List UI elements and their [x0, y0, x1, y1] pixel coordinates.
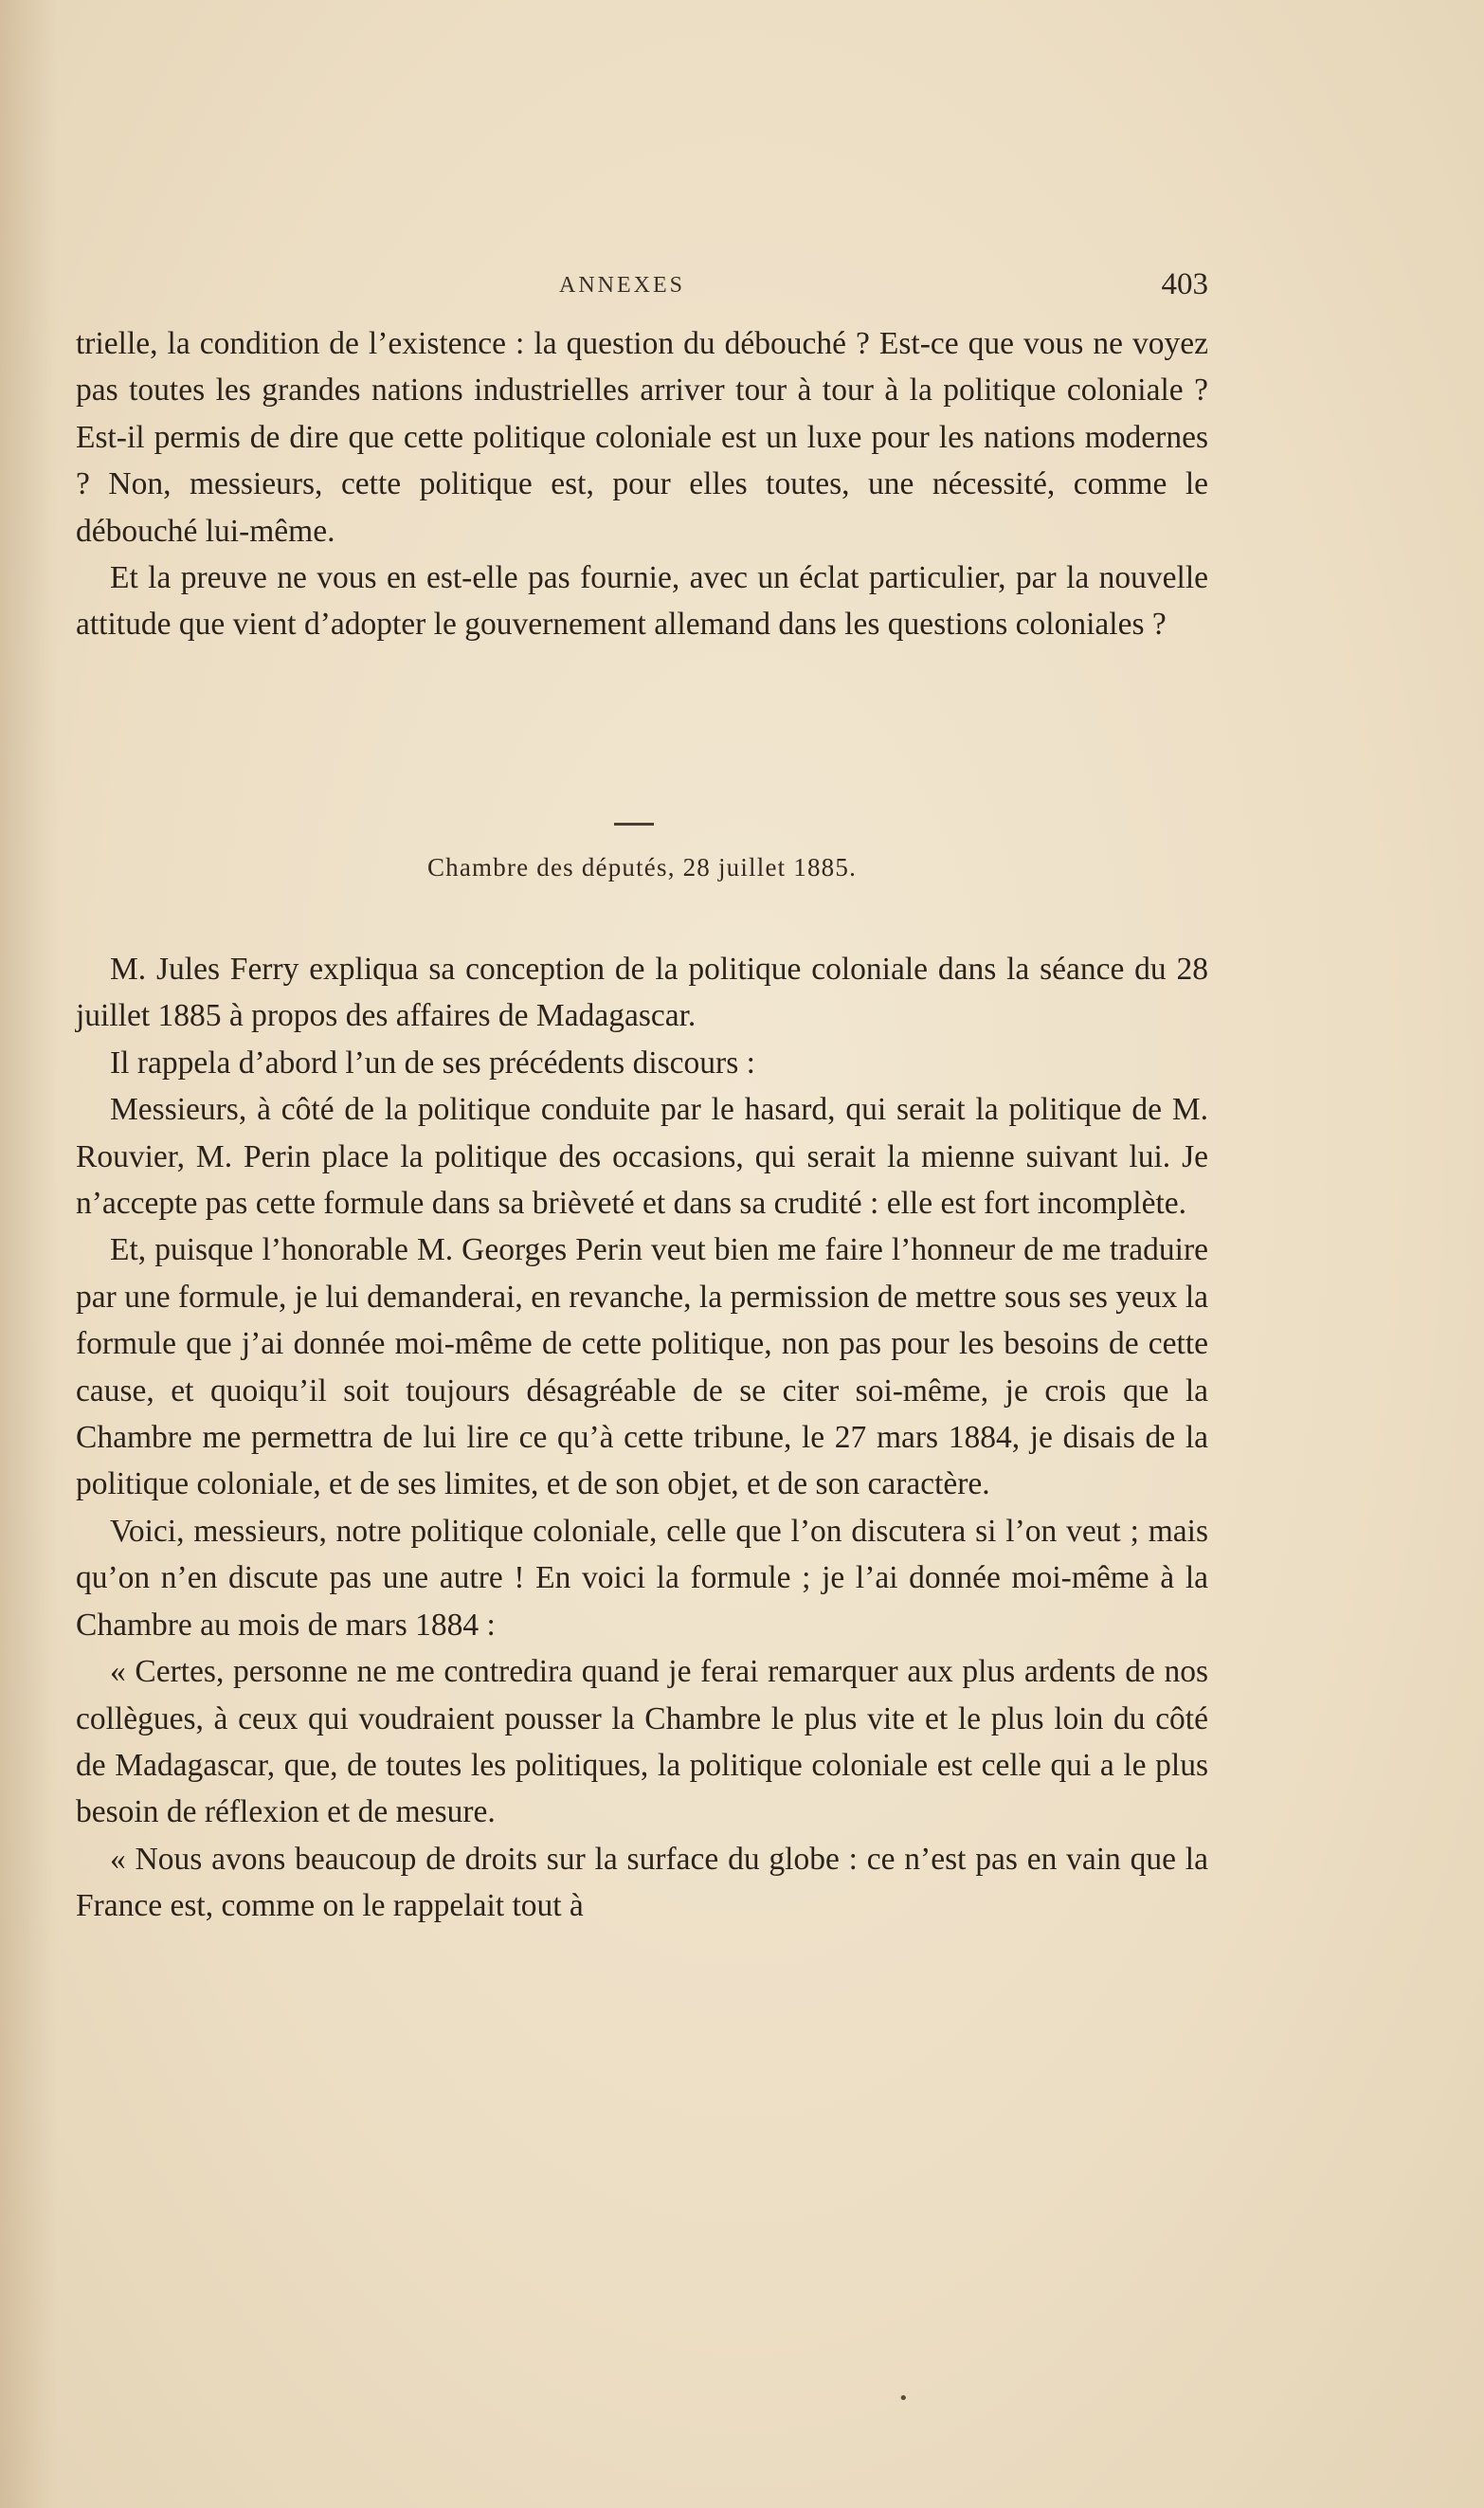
paragraph: Messieurs, à côté de la politique conduite par le hasard, qui serait la politique de M. Rouvier, M. Perin place la politique des occasions, qui serait la mienne suivant lui. Je n’accepte pas cette formule dans sa brièveté et dans sa crudité : elle est fort incomplète.: [76, 1092, 1208, 1222]
section-title: Chambre des députés, 28 juillet 1885.: [426, 853, 858, 881]
section-separator: [614, 823, 654, 826]
running-head: ANNEXES: [559, 273, 685, 298]
paragraph: « Certes, personne ne me contredira quand je ferai remarquer aux plus ardents de nos collègues, à ceux qui voudraient pousser la Chambre le plus vite et le plus loin du côté de Madagascar, que, de toutes les politiques, la politique coloniale est celle qui a le plus besoin de réflexion et de mesure.: [76, 1654, 1208, 1830]
paragraph: Et, puisque l’honorable M. Georges Perin veut bien me faire l’honneur de me traduire par une formule, je lui demanderai, en revanche, la permission de mettre sous ses yeux la formule que j’ai donnée moi-même de cette politique, non pas pour les besoins de cette cause, et quoiqu’il soit toujours désagréable de se citer soi-même, je crois que la Chambre me permettra de lui lire ce qu’à cette tribune, le 27 mars 1884, je disais de la politique coloniale, et de ses limites, et de son objet, et de son caractère.: [76, 1232, 1208, 1502]
paragraph: M. Jules Ferry expliqua sa conception de la politique coloniale dans la séance du 28 juillet 1885 à propos des affaires de Madagascar.: [76, 952, 1208, 1034]
page-header: [76, 267, 1208, 305]
page-edge-shadow: [0, 0, 57, 2508]
paragraph: Voici, messieurs, notre politique coloniale, celle que l’on discutera si l’on veut ; mais qu’on n’en discute pas une autre ! En voici la formule ; je l’ai donnée moi-même à la Chambre au mois de mars 1884 :: [76, 1513, 1208, 1643]
text-block-continued: [76, 320, 1208, 648]
page-number: 403: [1161, 267, 1208, 301]
paragraph: « Nous avons beaucoup de droits sur la surface du globe : ce n’est pas en vain que la France est, comme on le rappelait tout à: [76, 1841, 1208, 1924]
paragraph: trielle, la condition de l’existence : la question du débouché ? Est-ce que vous ne voyez pas toutes les grandes nations industrielles arriver tour à tour à la politique coloniale ? Est-il permis de dire que cette politique coloniale est un luxe pour les nations modernes ? Non, messieurs, cette politique est, pour elles toutes, une nécessité, comme le débouché lui-même.: [76, 326, 1208, 549]
text-block-section: [76, 946, 1208, 1930]
paragraph: Il rappela d’abord l’un de ses précédents discours :: [110, 1045, 755, 1081]
paragraph: Et la preuve ne vous en est-elle pas fournie, avec un éclat particulier, par la nouvelle attitude que vient d’adopter le gouvernement allemand dans les questions coloniales ?: [76, 560, 1208, 643]
footer-mark: •: [898, 2389, 909, 2408]
